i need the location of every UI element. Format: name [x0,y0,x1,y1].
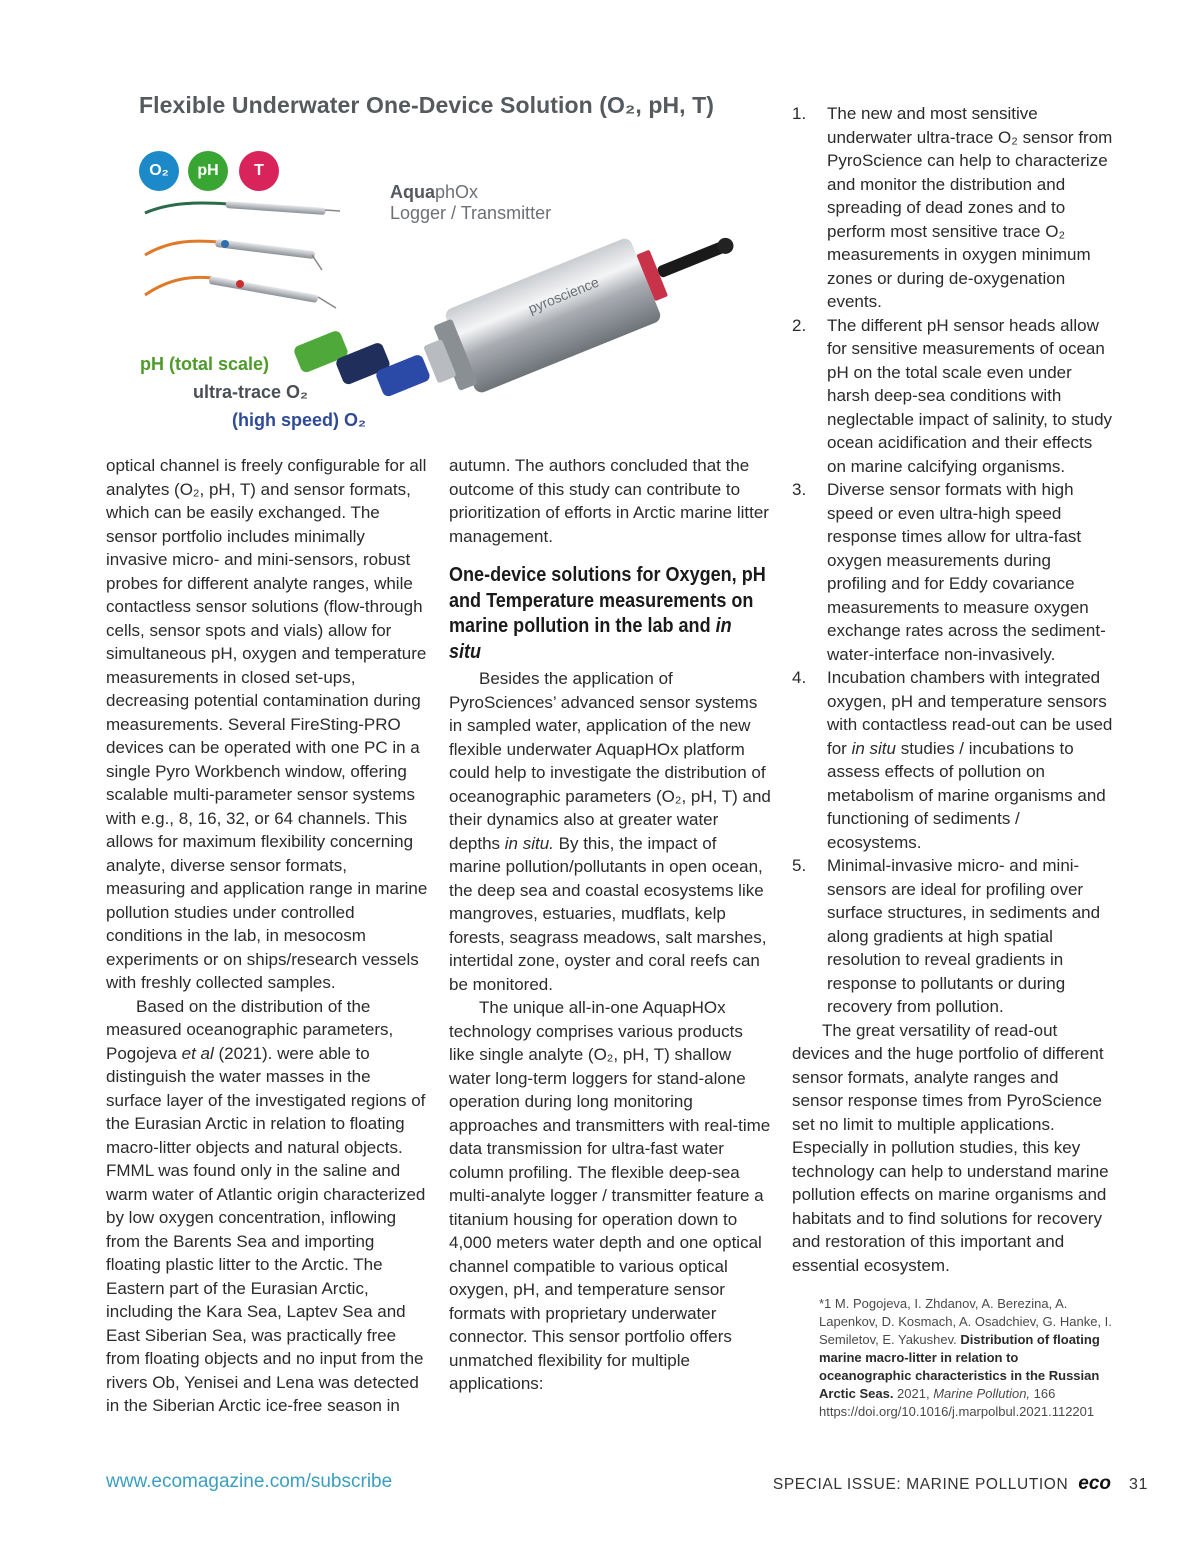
section-heading [449,562,766,664]
label-ultra-trace-o2: ultra-trace O₂ [193,382,309,402]
section-heading-italic: in situ [449,614,732,663]
sensor-probes [145,201,340,308]
col2-p2-text-a: Besides the application of PyroSciences’ advanced sensor systems in sampled water, application of the new flexible underwater AquapHOx platform could help to investigate the distribution of oceanographic parameters (O₂, pH, T) and their dynamics also at greater water depths [449,669,771,853]
col1-paragraph-1: optical channel is freely configurable for all analytes (O₂, pH, T) and sensor formats, which can be easily exchanged. The sensor portfolio includes minimally invasive micro- and mini-sensors, robust probes for different analyte ranges, while contactless sensor solutions (flow-through cells, sensor spots and vials) allow for simultaneous pH, oxygen and temperature measurements in closed set-ups, decreasing potential contamination during measurements. Several FireSting-PRO devices can be operated with one PC in a single Pyro Workbench window, offering scalable multi-parameter sensor systems with e.g., 8, 16, 32, or 64 channels. This allows for maximum flexibility concerning analyte, diverse sensor formats, measuring and application range in marine pollution studies under controlled conditions in the lab, in mesocosm experiments or on ships/research vessels with freshly collected samples. [106,456,428,992]
col3-closing-paragraph: The great versatility of read-out devices and the huge portfolio of different sensor formats, analyte ranges and sensor response times from PyroScience set no limit to multiple applications. Especially in pollution studies, this key technology can help to understand marine pollution effects on marine organisms and habitats and to find solutions for recovery and restoration of this important and essential ecosystem. [792,1020,1109,1275]
col1-paragraph-2 [106,995,428,1418]
column-3 [792,102,1114,1421]
list-item-text-b: studies / incubations to assess effects of pollution on metabolism of marine organisms and functioning of sediments / ecosystems. [827,738,1106,852]
list-item-number: 3. [792,480,807,499]
footnote-doi: 166 https://doi.org/10.1016/j.marpolbul.2021.112201 [819,1386,1095,1419]
badge-o2: O₂ [139,151,179,191]
applications-list [792,102,1114,1019]
list-item-italic: in situ [851,738,896,758]
col1-p2-etal: et al [181,1043,214,1063]
list-item-text-a: Incubation chambers with integrated oxygen, pH and temperature sensors with contactless read-out can be used for [827,668,1113,758]
sensor-heads [293,329,432,398]
list-item-number: 5. [792,856,807,875]
list-item-number: 1. [792,104,807,123]
figure-title: Flexible Underwater One-Device Solution (O₂, pH, T) [139,92,715,118]
footnote-year: 2021, [893,1386,934,1401]
device-label-bold: Aqua [390,182,435,202]
col2-p2-text-b: By this, the impact of marine pollution/pollutants in open ocean, the deep sea and coastal ecosystems like mangroves, estuaries, mudflats, kelp forests, seagrass meadows, salt marshes, intertidal zone, oyster and coral reefs can be monitored. [449,833,767,994]
column-1 [106,454,428,1418]
col1-p2-text-b: (2021). were able to distinguish the water masses in the surface layer of the investigated regions of the Eurasian Arctic in relation to floating macro-litter objects and natural objects. FMML was found only in the saline and warm water of Atlantic origin characterized by low oxygen concentration, inflowing from the Barents Sea and importing floating plastic litter to the Arctic. The Eastern part of the Eurasian Arctic, including the Kara Sea, Laptev Sea and East Siberian Sea, was practically free from floating objects and no input from the rivers Ob, Yenisei and Lena was detected in the Siberian Arctic ice-free season in [106,1043,426,1415]
list-item [792,666,1114,854]
device-label-rest: phOx [435,182,479,202]
list-item-number: 4. [792,668,807,687]
list-item-number: 2. [792,315,807,335]
page-number: 31 [1129,1476,1148,1493]
badge-ph: pH [188,151,228,191]
list-item-text: Diverse sensor formats with high speed or even ultra-high speed response times allow for ultra-fast oxygen measurements during profiling and for Eddy covariance measurements to measure oxygen exchange rates across the sediment-water-interface non-invasively. [827,480,1106,664]
list-item-text: The different pH sensor heads allow for sensitive measurements of ocean pH on the total scale even under harsh deep-sea conditions with neglectable impact of salinity, to study ocean acidification and their effects on marine calcifying organisms. [827,315,1113,476]
footer-right [773,1473,1148,1495]
footnote-authors: *1 M. Pogojeva, I. Zhdanov, A. Berezina, A. Lapenkov, D. Kosmach, A. Osadchiev, G. Hanke, I. Semiletov, E. Yakushev. [819,1296,1112,1347]
list-item-text: Minimal-invasive micro- and mini-sensors are ideal for profiling over surface structures, in sediments and along gradients at high spatial resolution to reveal gradients in response to pollutants or during recovery from pollution. [827,856,1101,1016]
footnote [819,1295,1114,1421]
device-label [390,182,551,224]
col1-p2-text-a: Based on the distribution of the measured oceanographic parameters, Pogojeva [106,996,394,1063]
label-ph-total-scale: pH (total scale) [140,354,270,374]
list-item [792,478,1114,666]
eco-logo: eco [1078,1473,1111,1494]
footnote-title: Distribution of floating marine macro-litter in relation to oceanographic characteristics in the Russian Arctic Seas. [819,1332,1100,1401]
footer-subscribe-link[interactable]: www.ecomagazine.com/subscribe [106,1471,393,1492]
section-heading-text: One-device solutions for Oxygen, pH and Temperature measurements on marine pollution in the lab and [449,563,766,637]
footnote-journal: Marine Pollution, [933,1386,1031,1401]
list-item [792,314,1114,479]
list-item [792,102,1114,314]
col2-paragraph-3: The unique all-in-one AquapHOx technology comprises various products like single analyte (O₂, pH, T) shallow water long-term loggers for stand-alone operation during long monitoring approaches and transmitters with real-time data transmission for ultra-fast water column profiling. The flexible deep-sea multi-analyte logger / transmitter feature a titanium housing for operation down to 4,000 meters water depth and one optical channel compatible to various optical oxygen, pH, and temperature sensor formats with proprietary underwater connector. This sensor portfolio offers unmatched flexibility for multiple applications: [449,998,771,1393]
col2-paragraph-1: autumn. The authors concluded that the outcome of this study can contribute to prioritization of efforts in Arctic marine litter management. [449,456,769,546]
list-item-text: The new and most sensitive underwater ultra-trace O₂ sensor from PyroScience can help to characterize and monitor the distribution and spreading of dead zones and to perform most sensitive trace O₂ measurements in oxygen minimum zones or during de-oxygenation events. [827,104,1113,311]
badge-t: T [239,151,279,191]
list-item [792,854,1114,1019]
col2-p2-italic: in situ. [504,833,554,853]
col2-paragraph-2 [449,667,771,996]
footer-issue: SPECIAL ISSUE: MARINE POLLUTION [772,1476,1069,1493]
device-brand: pyroscience [525,273,602,317]
product-figure [100,80,775,445]
column-2 [449,454,771,1396]
label-high-speed-o2: (high speed) O₂ [232,410,366,430]
aquaphox-device [414,201,750,407]
device-label-line2: Logger / Transmitter [390,203,552,223]
